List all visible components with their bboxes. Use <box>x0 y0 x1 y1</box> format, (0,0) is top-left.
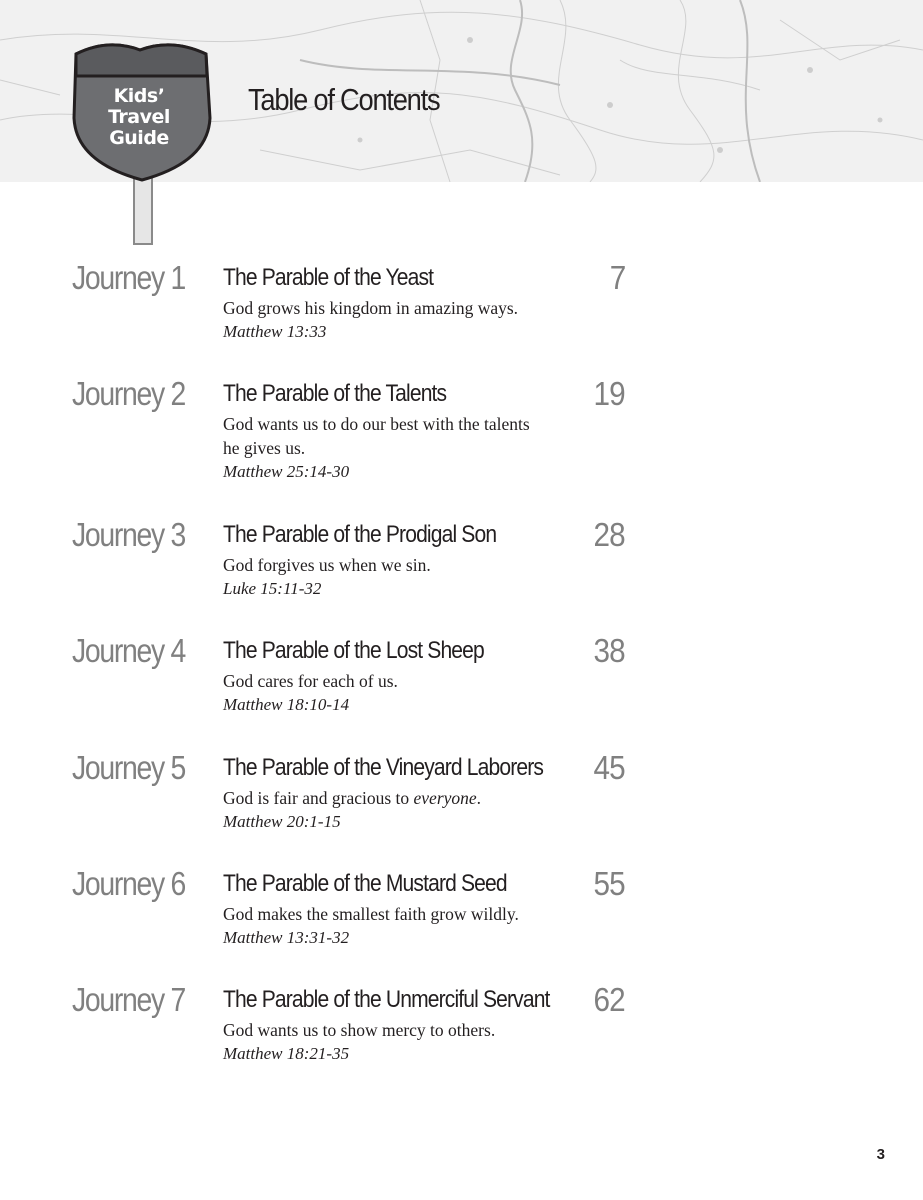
entry-description-text: God makes the smallest faith grow wildly. <box>223 904 519 924</box>
entry-description-text: God cares for each of us. <box>223 671 398 691</box>
entry-title[interactable]: The Parable of the Prodigal Son <box>223 521 497 548</box>
entry-scripture-reference: Matthew 18:10-14 <box>223 695 350 714</box>
footer-page-number: 3 <box>876 1146 885 1163</box>
journey-label: Journey 6 <box>72 865 186 902</box>
entry-description-text: God wants us to show mercy to others. <box>223 1020 496 1040</box>
entry-page-number[interactable]: 62 <box>593 981 625 1018</box>
journey-label: Journey 5 <box>72 749 186 786</box>
kids-travel-guide-sign <box>68 36 218 246</box>
entry-page-number[interactable]: 55 <box>593 865 625 902</box>
sign-line-2: Travel <box>108 106 170 128</box>
entry-title[interactable]: The Parable of the Lost Sheep <box>223 637 484 664</box>
entry-page-number[interactable]: 7 <box>609 259 625 296</box>
entry-title[interactable]: The Parable of the Talents <box>223 380 447 407</box>
entry-description <box>223 296 563 344</box>
sign-line-1: Kids’ <box>113 85 165 107</box>
entry-description <box>223 1018 563 1066</box>
entry-page-number[interactable]: 45 <box>593 749 625 786</box>
entry-description <box>223 902 583 950</box>
entry-title[interactable]: The Parable of the Unmerciful Servant <box>223 986 550 1013</box>
journey-label: Journey 3 <box>72 516 186 553</box>
page-title: Table of Contents <box>248 82 440 117</box>
sign-text <box>68 86 210 149</box>
entry-description <box>223 669 563 717</box>
entry-description-text: God wants us to do our best with the talents he gives us. <box>223 414 530 458</box>
entry-title[interactable]: The Parable of the Mustard Seed <box>223 870 507 897</box>
journey-label: Journey 7 <box>72 981 186 1018</box>
entry-page-number[interactable]: 38 <box>593 632 625 669</box>
entry-scripture-reference: Matthew 18:21-35 <box>223 1044 350 1063</box>
entry-page-number[interactable]: 19 <box>593 375 625 412</box>
entry-title[interactable]: The Parable of the Vineyard Laborers <box>223 754 544 781</box>
sign-line-3: Guide <box>109 127 169 149</box>
entry-scripture-reference: Matthew 20:1-15 <box>223 812 341 831</box>
journey-label: Journey 1 <box>72 259 186 296</box>
entry-description <box>223 786 563 834</box>
journey-label: Journey 4 <box>72 632 186 669</box>
entry-description-text: God grows his kingdom in amazing ways. <box>223 298 519 318</box>
entry-title[interactable]: The Parable of the Yeast <box>223 264 434 291</box>
entry-scripture-reference: Luke 15:11-32 <box>223 579 322 598</box>
entry-scripture-reference: Matthew 25:14-30 <box>223 462 350 481</box>
entry-description-emphasis: everyone <box>413 788 477 808</box>
journey-label: Journey 2 <box>72 375 186 412</box>
entry-description-text: God is fair and gracious to <box>223 788 414 808</box>
entry-description-text: God forgives us when we sin. <box>223 555 431 575</box>
entry-scripture-reference: Matthew 13:33 <box>223 322 327 341</box>
entry-description <box>223 553 563 601</box>
entry-description-end: . <box>476 788 482 808</box>
entry-description <box>223 412 533 484</box>
entry-scripture-reference: Matthew 13:31-32 <box>223 928 350 947</box>
entry-page-number[interactable]: 28 <box>593 516 625 553</box>
